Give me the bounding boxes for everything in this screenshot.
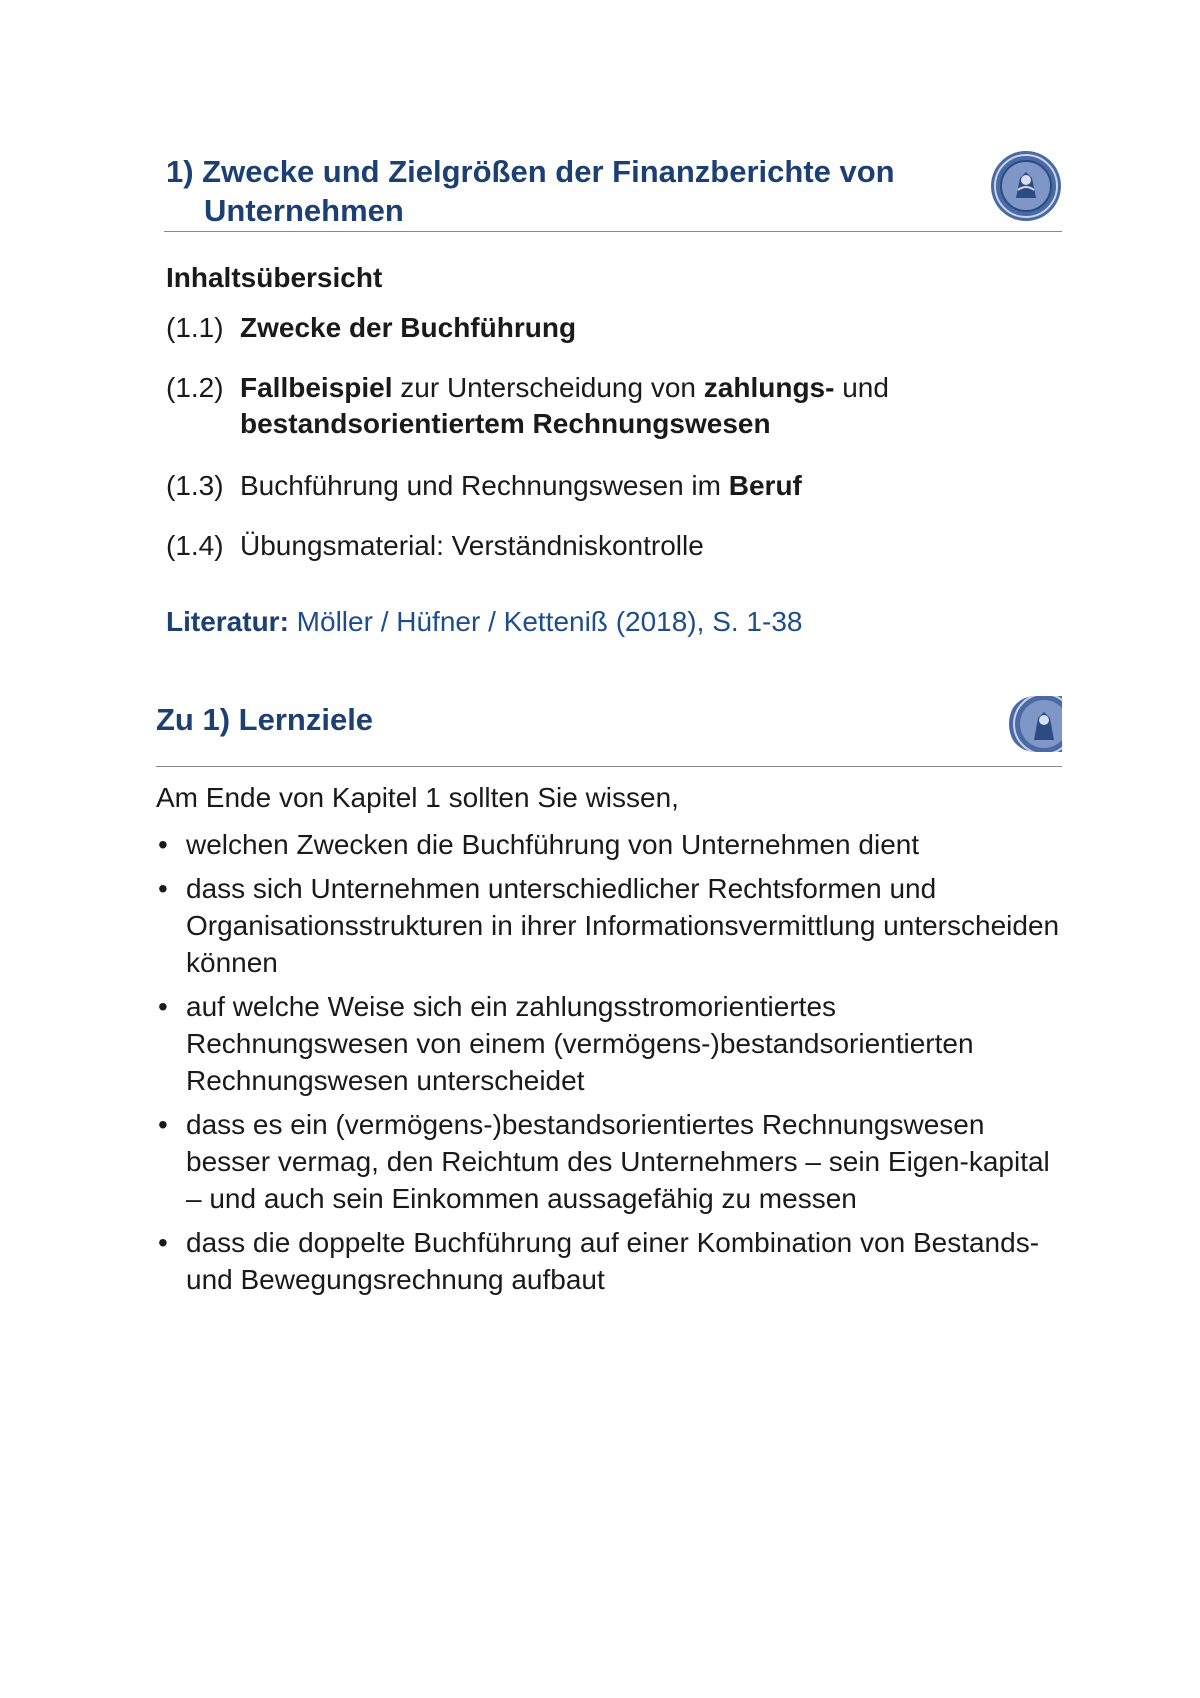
title-divider xyxy=(156,766,1062,767)
bullet-icon: • xyxy=(158,1109,168,1140)
toc-text: Buchführung und Rechnungswesen im Beruf xyxy=(240,470,802,501)
toc-number: (1.1) xyxy=(166,312,224,343)
literature-text: Möller / Hüfner / Ketteniß (2018), S. 1-38 xyxy=(288,606,803,637)
literature-label: Literatur: xyxy=(166,606,289,637)
learning-goals-list xyxy=(156,826,1066,1305)
bullet-icon: • xyxy=(158,1227,168,1258)
bullet-icon: • xyxy=(158,829,168,860)
list-item: • dass die doppelte Buchführung auf einer Kombination von Bestands- und Bewegungsrechnung aufbaut xyxy=(156,1224,1066,1298)
toc-text: Übungsmaterial: Verständniskontrolle xyxy=(240,530,704,561)
university-seal-icon xyxy=(1008,696,1062,752)
slide-contents xyxy=(0,0,1200,680)
toc-text: Zwecke der Buchführung xyxy=(240,312,577,343)
literature-reference xyxy=(166,606,802,638)
bullet-icon: • xyxy=(158,991,168,1022)
university-seal-icon xyxy=(990,150,1062,222)
title-divider xyxy=(164,231,1062,232)
slide-title: Zu 1) Lernziele xyxy=(156,702,374,737)
slide-title-line1: 1) Zwecke und Zielgrößen der Finanzberichte von xyxy=(166,154,895,189)
intro-text: Am Ende von Kapitel 1 sollten Sie wissen, xyxy=(156,782,679,813)
toc-number: (1.2) xyxy=(166,372,224,403)
list-item: • welchen Zwecken die Buchführung von Unternehmen dient xyxy=(156,826,1066,863)
list-item: • dass sich Unternehmen unterschiedlicher Rechtsformen und Organisationsstrukturen in ihrer Informationsvermittlung unterscheiden können xyxy=(156,870,1066,981)
bullet-icon: • xyxy=(158,873,168,904)
toc-heading: Inhaltsübersicht xyxy=(166,262,383,293)
slide-title xyxy=(166,152,966,230)
toc-text: Fallbeispiel zur Unterscheidung von zahlungs- und bestandsorientiertem Rechnungswesen xyxy=(240,372,889,439)
slide-learning-goals xyxy=(0,680,1200,1380)
toc-number: (1.4) xyxy=(166,530,224,561)
slide-title-line2: Unternehmen xyxy=(204,193,404,228)
list-item: • dass es ein (vermögens-)bestandsorientiertes Rechnungswesen besser vermag, den Reichtum des Unternehmers – sein Eigen-kapital – und auch sein Einkommen aussagefähig zu messen xyxy=(156,1106,1066,1217)
toc-number: (1.3) xyxy=(166,470,224,501)
list-item: • auf welche Weise sich ein zahlungsstromorientiertes Rechnungswesen von einem (vermögens-)bestandsorientierten Rechnungswesen unterscheidet xyxy=(156,988,1066,1099)
